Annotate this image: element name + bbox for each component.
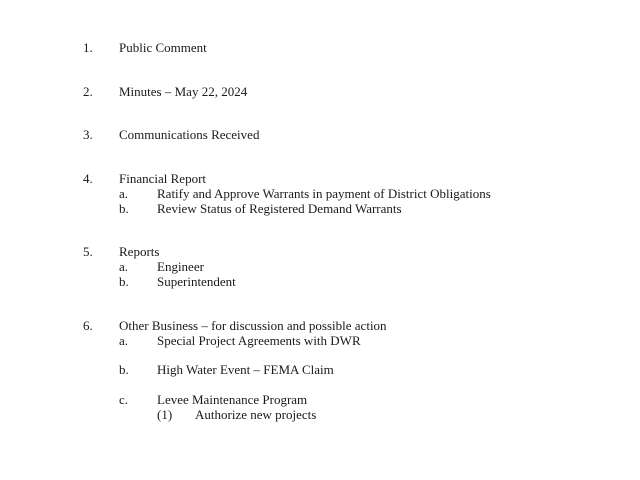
item-6-number: 6. <box>83 318 93 333</box>
item-6c1-number: (1) <box>157 407 173 422</box>
item-5-title: Reports <box>119 244 160 259</box>
item-6-title: Other Business – for discussion and possible action <box>119 318 387 333</box>
item-2-number: 2. <box>83 84 93 99</box>
item-5-number: 5. <box>83 244 93 259</box>
item-1-title: Public Comment <box>119 40 207 55</box>
item-6c1-text: Authorize new projects <box>195 407 317 422</box>
item-4b-letter: b. <box>119 201 129 216</box>
item-3-title: Communications Received <box>119 127 260 142</box>
item-2-title: Minutes – May 22, 2024 <box>119 84 248 99</box>
item-3-number: 3. <box>83 127 93 142</box>
item-5b-letter: b. <box>119 274 129 289</box>
item-5a-text: Engineer <box>157 259 204 274</box>
item-6b-letter: b. <box>119 362 129 377</box>
item-6c-letter: c. <box>119 392 129 407</box>
item-4-title: Financial Report <box>119 171 207 186</box>
item-5b-text: Superintendent <box>157 274 236 289</box>
item-6c-text: Levee Maintenance Program <box>157 392 308 407</box>
item-4-number: 4. <box>83 171 93 186</box>
item-5a-letter: a. <box>119 259 129 274</box>
item-4a-text: Ratify and Approve Warrants in payment of District Obligations <box>157 186 491 201</box>
item-6a-text: Special Project Agreements with DWR <box>157 333 361 348</box>
item-4b-text: Review Status of Registered Demand Warrants <box>157 201 402 216</box>
item-4a-letter: a. <box>119 186 129 201</box>
item-1-number: 1. <box>83 40 93 55</box>
item-6b-text: High Water Event – FEMA Claim <box>157 362 334 377</box>
item-6a-letter: a. <box>119 333 129 348</box>
